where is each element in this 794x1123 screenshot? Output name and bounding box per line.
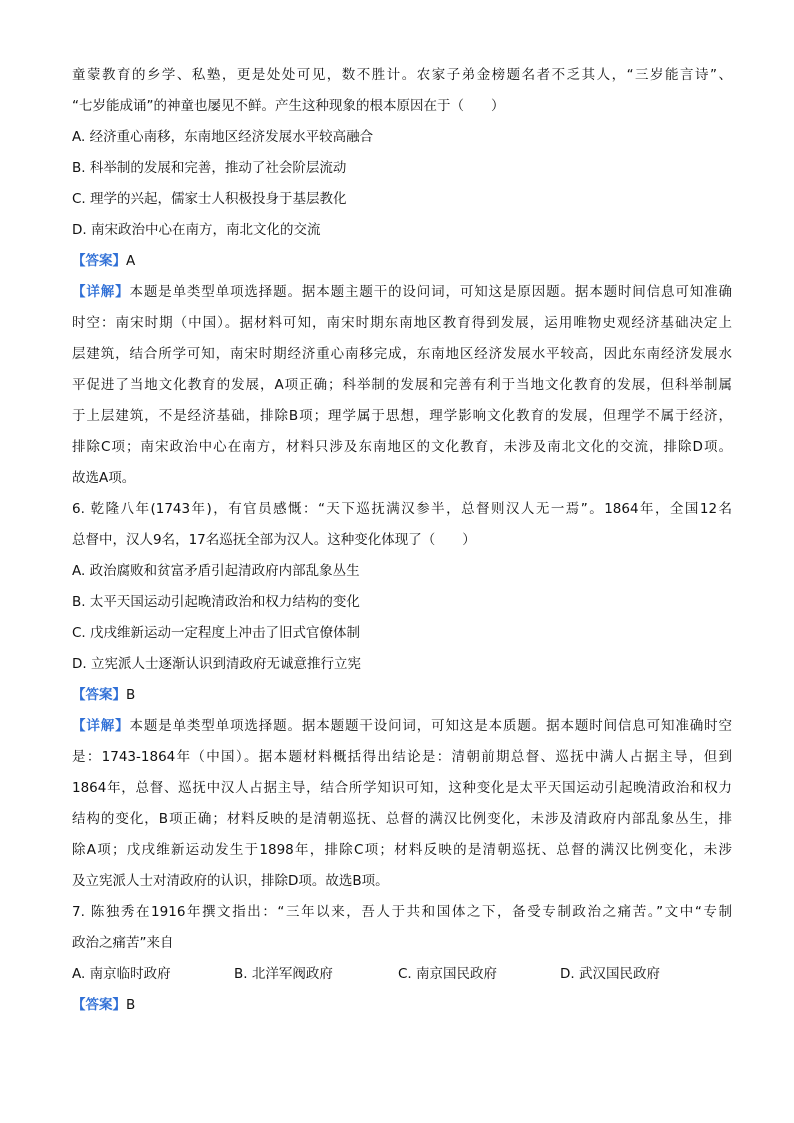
q5-analysis-line-4: 平促进了当地文化教育的发展，A项正确；科举制的发展和完善有利于当地文化教育的发展，但科举制属: [72, 377, 732, 393]
q6-analysis-line-3: 1864年，总督、巡抚中汉人占据主导，结合所学知识可知，这种变化是太平天国运动引起晚清政治和权力: [72, 780, 732, 796]
q7-option-c: C. 南京国民政府: [398, 966, 498, 982]
q5-analysis-line-3: 层建筑，结合所学可知，南宋时期经济重心南移完成，东南地区经济发展水平较高，因此东南经济发展水: [72, 346, 732, 362]
q7-option-a: A. 南京临时政府: [72, 966, 171, 982]
q6-analysis-line-2: 是：1743-1864年（中国）。据本题材料概括得出结论是：清朝前期总督、巡抚中满人占据主导，但到: [72, 749, 732, 765]
q7-option-d: D. 武汉国民政府: [560, 966, 660, 982]
q5-analysis-line-2: 时空：南宋时期（中国）。据材料可知，南宋时期东南地区教育得到发展，运用唯物史观经济基础决定上: [72, 315, 732, 331]
question-5: [72, 60, 732, 494]
q5-stem-line-1: 童蒙教育的乡学、私塾，更是处处可见，数不胜计。农家子弟金榜题名者不乏其人，“三岁能言诗”、: [72, 67, 732, 83]
document-page: [72, 60, 732, 1021]
q7-option-b: B. 北洋军阀政府: [234, 966, 333, 982]
q6-stem-line-2: 总督中，汉人9名，17名巡抚全部为汉人。这种变化体现了（ ）: [72, 532, 476, 548]
answer-value: A: [126, 253, 136, 269]
answer-value: B: [126, 687, 136, 703]
answer-value: B: [126, 997, 136, 1013]
q5-stem-line-2: “七岁能成诵”的神童也屡见不鲜。产生这种现象的根本原因在于（ ）: [72, 98, 505, 114]
q5-analysis-line-6: 排除C项；南宋政治中心在南方，材料只涉及东南地区的文化教育，未涉及南北文化的交流，排除D项。: [72, 439, 732, 455]
answer-tag: 【答案】: [72, 253, 126, 269]
q5-answer: [72, 246, 732, 277]
q5-option-d: D. 南宋政治中心在南方，南北文化的交流: [72, 222, 321, 238]
analysis-tag: 【详解】: [72, 284, 130, 300]
q5-analysis-line-7: 故选A项。: [72, 470, 136, 486]
q6-analysis-line-6: 及立宪派人士对清政府的认识，排除D项。故选B项。: [72, 873, 389, 889]
q6-stem-line-1: 6. 乾隆八年(1743年)，有官员感慨：“天下巡抚满汉参半，总督则汉人无一焉”。1864年，全国12名: [72, 501, 732, 517]
q5-option-a: A. 经济重心南移，东南地区经济发展水平较高融合: [72, 129, 374, 145]
q7-stem-line-1: 7. 陈独秀在1916年撰文指出：“三年以来，吾人于共和国体之下，备受专制政治之痛苦。”文中“专制: [72, 904, 732, 920]
q7-options-row: [72, 959, 732, 990]
q6-answer: [72, 680, 732, 711]
analysis-text: 本题是单类型单项选择题。据本题主题干的设问词，可知这是原因题。据本题时间信息可知准确: [129, 284, 733, 300]
answer-tag: 【答案】: [72, 997, 126, 1013]
q5-option-b: B. 科举制的发展和完善，推动了社会阶层流动: [72, 160, 347, 176]
q5-option-c: C. 理学的兴起，儒家士人积极投身于基层教化: [72, 191, 347, 207]
q6-option-a: A. 政治腐败和贫富矛盾引起清政府内部乱象丛生: [72, 563, 360, 579]
q6-option-b: B. 太平天国运动引起晚清政治和权力结构的变化: [72, 594, 360, 610]
q7-stem-line-2: 政治之痛苦”来自: [72, 935, 174, 951]
analysis-tag: 【详解】: [72, 718, 130, 734]
q7-answer: [72, 990, 732, 1021]
answer-tag: 【答案】: [72, 687, 126, 703]
q6-analysis-line-1: [72, 711, 732, 742]
q6-option-d: D. 立宪派人士逐渐认识到清政府无诚意推行立宪: [72, 656, 361, 672]
question-6: [72, 494, 732, 897]
question-7: [72, 897, 732, 1021]
q6-analysis-line-5: 除A项；戊戌维新运动发生于1898年，排除C项；材料反映的是清朝巡抚、总督的满汉比例变化，未涉: [72, 842, 732, 858]
q6-analysis-line-4: 结构的变化，B项正确；材料反映的是清朝巡抚、总督的满汉比例变化，未涉及清政府内部乱象丛生，排: [72, 811, 732, 827]
q6-option-c: C. 戊戌维新运动一定程度上冲击了旧式官僚体制: [72, 625, 361, 641]
q5-analysis-line-5: 于上层建筑，不是经济基础，排除B项；理学属于思想，理学影响文化教育的发展，但理学不属于经济，: [72, 408, 732, 424]
q5-analysis-line-1: [72, 277, 732, 308]
analysis-text: 本题是单类型单项选择题。据本题题干设问词，可知这是本质题。据本题时间信息可知准确时空: [129, 718, 733, 734]
